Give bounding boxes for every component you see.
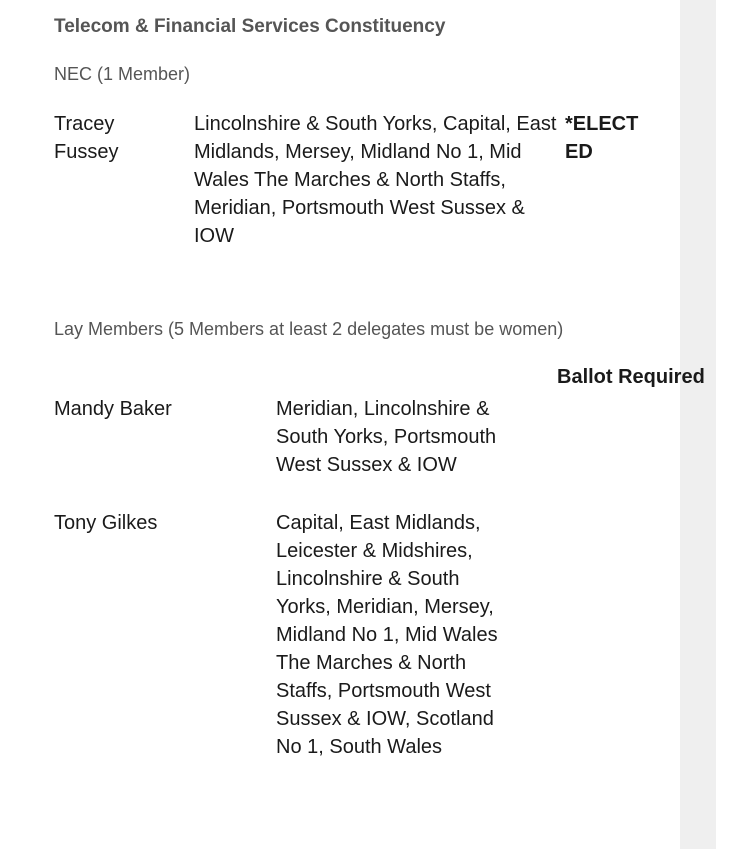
lay-candidate-name: Mandy Baker (54, 398, 172, 420)
nec-candidate-name: Tracey Fussey (54, 113, 119, 163)
constituency-title: Telecom & Financial Services Constituency (54, 16, 446, 37)
lay-candidate-areas: Meridian, Lincolnshire & South Yorks, Portsmouth West Sussex & IOW (276, 398, 497, 476)
nec-elected-status: *ELECTED (565, 113, 639, 163)
nec-candidate-areas: Lincolnshire & South Yorks, Capital, East Midlands, Mersey, Midland No 1, Mid Wales The Marches & North Staffs, Meridian, Portsmouth West Sussex & IOW (194, 113, 557, 247)
ballot-required-label: Ballot Required (557, 366, 705, 388)
lay-candidate-name: Tony Gilkes (54, 512, 158, 534)
lay-candidate-areas: Capital, East Midlands, Leicester & Midshires, Lincolnshire & South Yorks, Meridian, Mersey, Midland No 1, Mid Wales The Marches & North Staffs, Portsmouth West Sussex & IOW, Scotland No 1, South Wales (276, 512, 498, 758)
nec-heading: NEC (1 Member) (54, 64, 191, 84)
lay-members-heading: Lay Members (5 Members at least 2 delegates must be women) (54, 319, 564, 339)
